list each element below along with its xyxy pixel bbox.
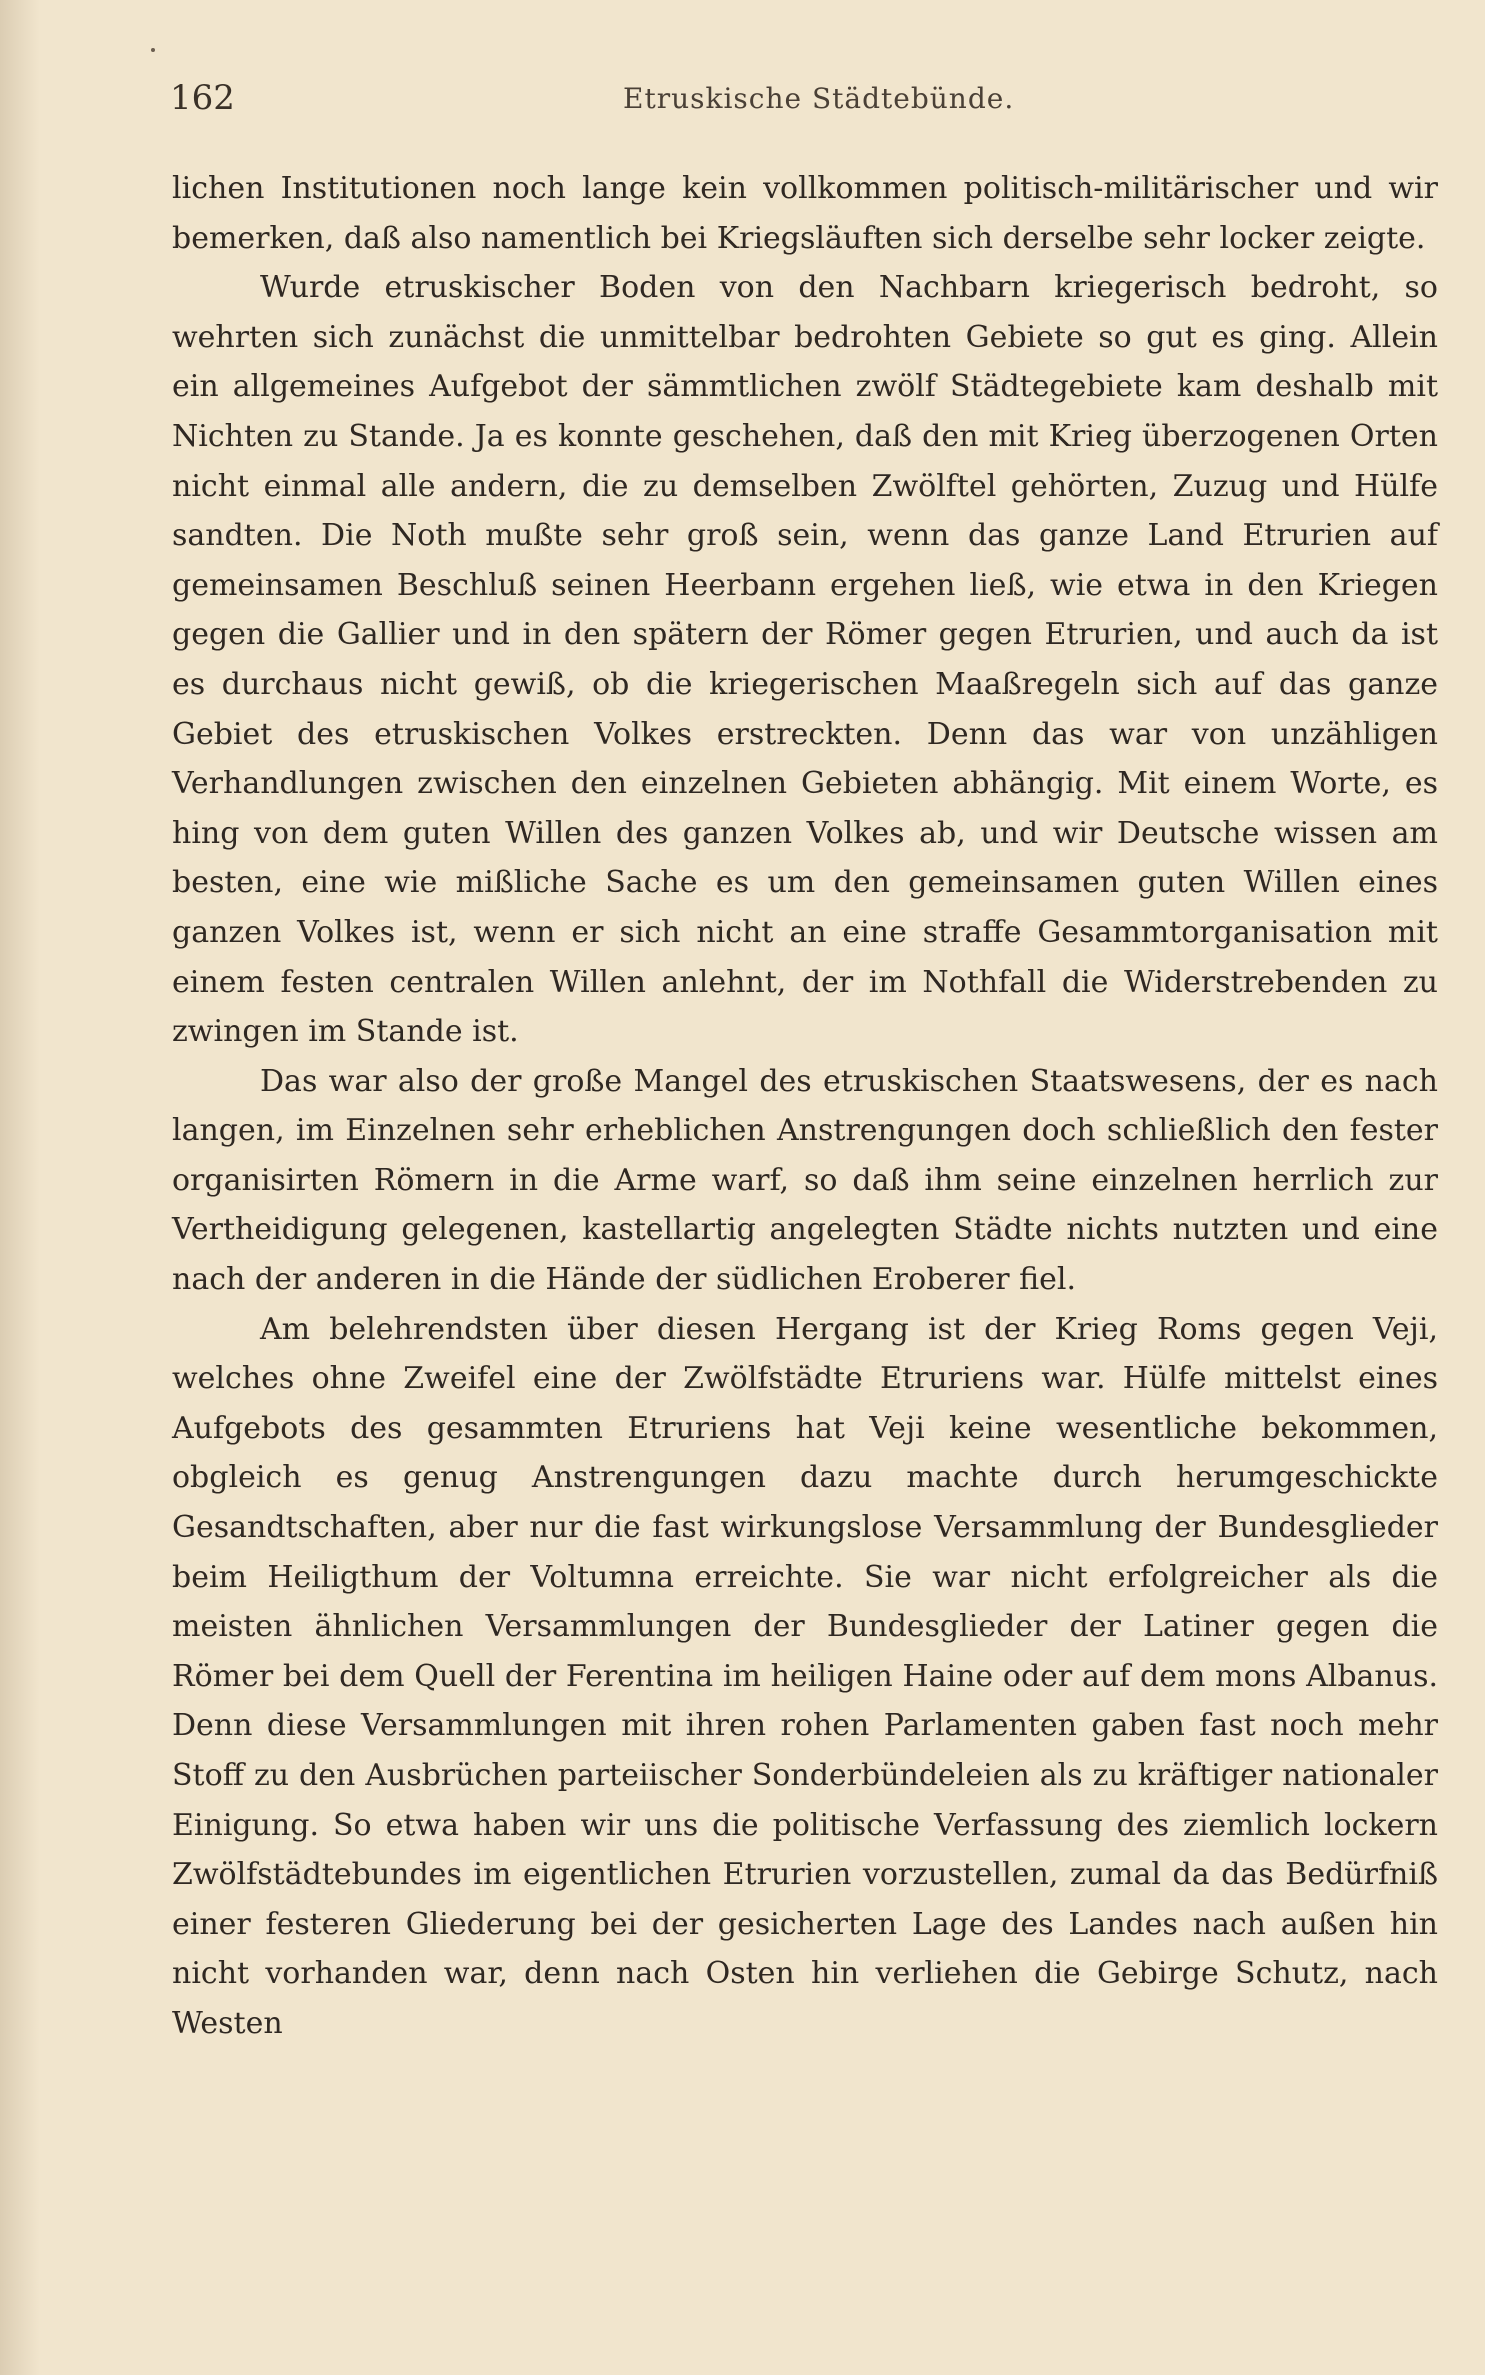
paragraph-2: Wurde etruskischer Boden von den Nachbarn kriegerisch bedroht, so wehrten sich zunächst die unmittelbar bedrohten Gebiete so gut es ging. Allein ein allgemeines Aufgebot der sämmtlichen zwölf Städtegebiete kam deshalb mit Nichten zu Stande. Ja es konnte geschehen, daß den mit Krieg überzogenen Orten nicht einmal alle andern, die zu demselben Zwölftel gehörten, Zuzug und Hülfe sandten. Die Noth mußte sehr groß sein, wenn das ganze Land Etrurien auf gemeinsamen Beschluß seinen Heerbann ergehen ließ, wie etwa in den Kriegen gegen die Gallier und in den spätern der Römer gegen Etrurien, und auch da ist es durchaus nicht gewiß, ob die kriegerischen Maaßregeln sich auf das ganze Gebiet des etruskischen Volkes erstreckten. Denn das war von unzähligen Verhandlungen zwischen den einzelnen Gebieten abhängig. Mit einem Worte, es hing von dem guten Willen des ganzen Volkes ab, und wir Deutsche wissen am besten, eine wie mißliche Sache es um den gemeinsamen guten Willen eines ganzen Volkes ist, wenn er sich nicht an eine straffe Gesammtorganisation mit einem festen centralen Willen anlehnt, der im Nothfall die Widerstrebenden zu zwingen im Stande ist. [172,270,1438,1050]
paragraph-4: Am belehrendsten über diesen Hergang ist der Krieg Roms gegen Veji, welches ohne Zweifel eine der Zwölfstädte Etruriens war. Hülfe mittelst eines Aufgebots des gesammten Etruriens hat Veji keine wesentliche bekommen, obgleich es genug Anstrengungen dazu machte durch herumgeschickte Gesandtschaften, aber nur die fast wirkungslose Versammlung der Bundesglieder beim Heiligthum der Voltumna erreichte. Sie war nicht erfolgreicher als die meisten ähnlichen Versammlungen der Bundesglieder der Latiner gegen die Römer bei dem Quell der Ferentina im heiligen Haine oder auf dem mons Albanus. Denn diese Versammlungen mit ihren rohen Parlamenten gaben fast noch mehr Stoff zu den Ausbrüchen parteiischer Sonderbündeleien als zu kräftiger nationaler Einigung. So etwa haben wir uns die politische Verfassung des ziemlich lockern Zwölfstädtebundes im eigentlichen Etrurien vorzustellen, zumal da das Bedürfniß einer festeren Gliederung bei der gesicherten Lage des Landes nach außen hin nicht vorhanden war, denn nach Osten hin verliehen die Gebirge Schutz, nach Westen [172,1311,1438,2041]
running-title: Etruskische Städtebünde. [623,82,1015,115]
paragraph-3: Das war also der große Mangel des etruskischen Staatswesens, der es nach langen, im Einzelnen sehr erheblichen Anstrengungen doch schließlich den fester organisirten Römern in die Arme warf, so daß ihm seine einzelnen herrlich zur Vertheidigung gelegenen, kastellartig angelegten Städte nichts nutzten und eine nach der anderen in die Hände der südlichen Eroberer fiel. [172,1063,1438,1298]
page-header [170,78,1440,138]
page-number: 162 [170,78,235,118]
paragraph-1: lichen Institutionen noch lange kein vollkommen politisch-militärischer und wir bemerken, daß also namentlich bei Kriegsläuften sich derselbe sehr locker zeigte. [172,171,1438,256]
body-text [172,164,1438,2049]
binding-shadow [0,0,40,2375]
margin-speck [151,48,155,52]
